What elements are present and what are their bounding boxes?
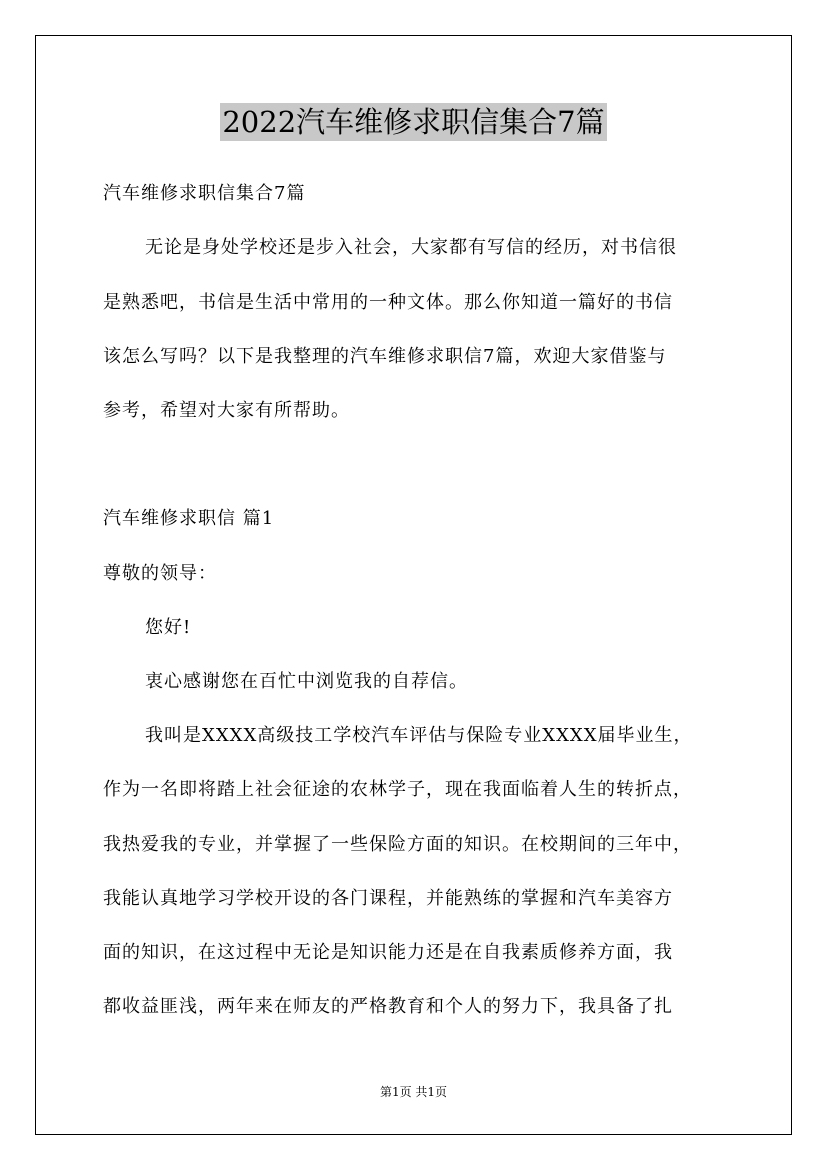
greeting: 您好!: [145, 617, 192, 638]
intro-line-3: 该怎么写吗？以下是我整理的汽车维修求职信7篇，欢迎大家借鉴与: [103, 346, 667, 367]
thanks-line: 衷心感谢您在百忙中浏览我的自荐信。: [145, 671, 468, 692]
body-line-4: 我能认真地学习学校开设的各门课程，并能熟练的掌握和汽车美容方: [103, 888, 673, 909]
body-line-5: 面的知识，在这过程中无论是知识能力还是在自我素质修养方面，我: [103, 942, 673, 963]
salutation: 尊敬的领导：: [103, 563, 217, 584]
title-container: [0, 103, 827, 141]
page-footer: 第1页 共1页: [379, 1085, 448, 1099]
body-line-2: 作为一名即将踏上社会征途的农林学子，现在我面临着人生的转折点，: [103, 779, 692, 800]
body-line-6: 都收益匪浅，两年来在师友的严格教育和个人的努力下，我具备了扎: [103, 996, 673, 1017]
intro-line-4: 参考，希望对大家有所帮助。: [103, 400, 350, 421]
section-heading: 汽车维修求职信 篇1: [103, 508, 275, 529]
document-title: 2022汽车维修求职信集合7篇: [222, 105, 605, 139]
body-line-1: 我叫是XXXX高级技工学校汽车评估与保险专业XXXX届毕业生，: [145, 725, 693, 746]
body-line-3: 我热爱我的专业，并掌握了一些保险方面的知识。在校期间的三年中，: [103, 834, 692, 855]
intro-line-1: 无论是身处学校还是步入社会，大家都有写信的经历，对书信很: [145, 237, 677, 258]
intro-line-2: 是熟悉吧，书信是生活中常用的一种文体。那么你知道一篇好的书信: [103, 292, 673, 313]
subtitle: 汽车维修求职信集合7篇: [103, 183, 306, 204]
